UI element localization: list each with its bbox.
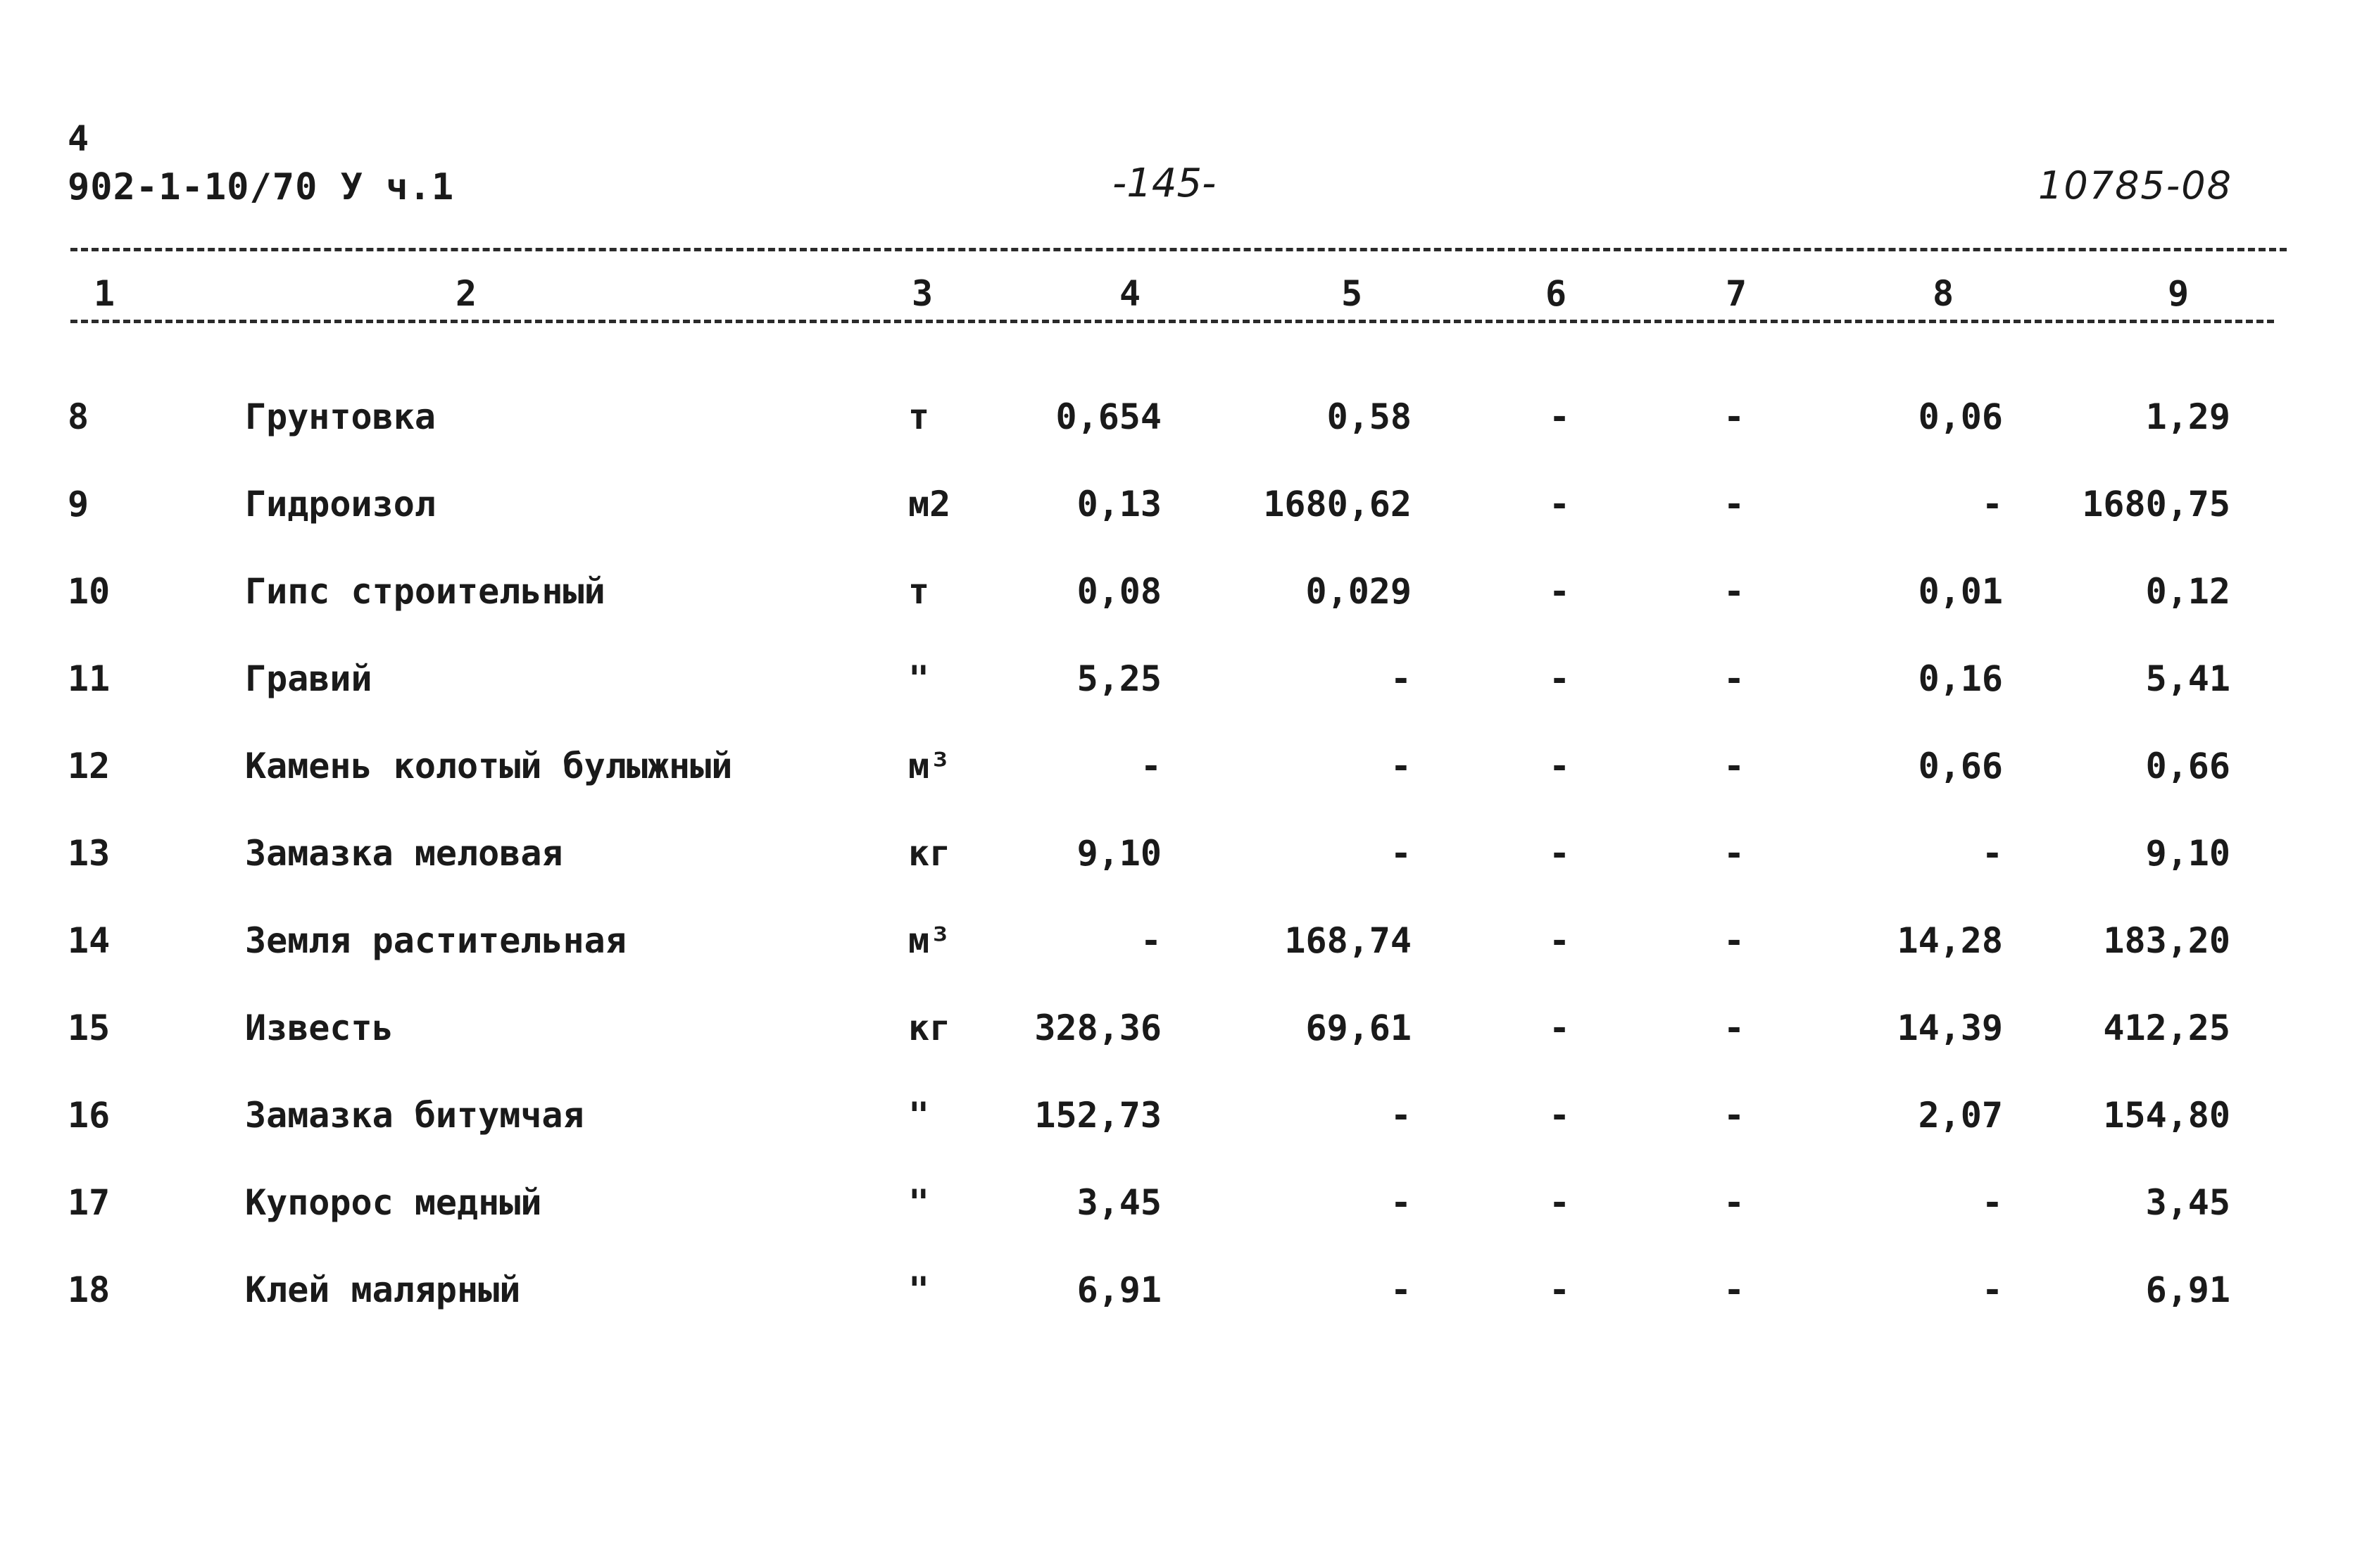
value-col-5: 1680,62 xyxy=(1263,484,1412,525)
value-col-4: 3,45 xyxy=(1076,1182,1162,1223)
value-col-8: 0,66 xyxy=(1918,746,2003,786)
material-name: Гипс строительный xyxy=(245,571,605,612)
value-col-4: 6,91 xyxy=(1076,1269,1162,1310)
table-row: 8 Грунтовка т 0,654 0,58 - - 0,06 1,29 xyxy=(68,396,2230,437)
value-col-9: 9,10 xyxy=(2145,833,2230,874)
table-row: 15 Известь кг 328,36 69,61 - - 14,39 412,25 xyxy=(68,1008,2230,1048)
column-header-3: 3 xyxy=(911,273,934,314)
material-name: Клей малярный xyxy=(245,1269,521,1310)
row-number: 14 xyxy=(68,920,111,961)
value-col-9: 1,29 xyxy=(2145,396,2230,437)
unit: кг xyxy=(908,833,951,874)
value-col-8: 14,28 xyxy=(1897,920,2003,961)
material-name: Гравий xyxy=(245,658,372,699)
unit: м³ xyxy=(908,920,951,961)
material-name: Земля растительная xyxy=(245,920,627,961)
material-name: Купорос медный xyxy=(245,1182,542,1223)
unit: " xyxy=(908,1269,930,1310)
row-number: 15 xyxy=(68,1008,111,1048)
value-col-9: 154,80 xyxy=(2103,1095,2230,1136)
material-name: Известь xyxy=(245,1008,394,1048)
row-number: 8 xyxy=(68,396,89,437)
value-col-4: 0,654 xyxy=(1055,396,1162,437)
value-col-8: 0,01 xyxy=(1918,571,2003,612)
value-col-8: - xyxy=(1981,833,2003,874)
table-row: 18 Клей малярный " 6,91 - - - - 6,91 xyxy=(68,1269,2230,1310)
unit: т xyxy=(908,571,930,612)
value-col-5: 0,029 xyxy=(1305,571,1412,612)
value-col-8: 14,39 xyxy=(1897,1008,2003,1048)
column-header-7: 7 xyxy=(1725,273,1747,314)
value-col-5: - xyxy=(1390,833,1412,874)
value-col-8: - xyxy=(1981,1182,2003,1223)
table-row: 10 Гипс строительный т 0,08 0,029 - - 0,01 0,12 xyxy=(68,571,2230,612)
value-col-4: 0,13 xyxy=(1076,484,1162,525)
value-col-8: - xyxy=(1981,484,2003,525)
column-header-2: 2 xyxy=(455,273,477,314)
value-col-9: 0,12 xyxy=(2145,571,2230,612)
value-col-9: 1680,75 xyxy=(2082,484,2230,525)
value-col-8: 2,07 xyxy=(1918,1095,2003,1136)
table-row: 11 Гравий " 5,25 - - - 0,16 5,41 xyxy=(68,658,2230,699)
row-number: 11 xyxy=(68,658,111,699)
value-col-5: - xyxy=(1390,1182,1412,1223)
value-col-4: 0,08 xyxy=(1076,571,1162,612)
value-col-4: - xyxy=(1140,920,1162,961)
row-number: 13 xyxy=(68,833,111,874)
table-row: 13 Замазка меловая кг 9,10 - - - - 9,10 xyxy=(68,833,2230,874)
material-name: Камень колотый булыжный xyxy=(245,746,733,786)
value-col-4: 328,36 xyxy=(1034,1008,1162,1048)
material-name: Гидроизол xyxy=(245,484,436,525)
unit: м2 xyxy=(908,484,951,525)
value-col-8: - xyxy=(1981,1269,2003,1310)
table-row: 14 Земля растительная м³ - 168,74 - - 14,28 183,20 xyxy=(68,920,2230,961)
value-col-5: 168,74 xyxy=(1284,920,1412,961)
value-col-5: - xyxy=(1390,746,1412,786)
value-col-8: 0,16 xyxy=(1918,658,2003,699)
row-number: 16 xyxy=(68,1095,111,1136)
column-header-5: 5 xyxy=(1340,273,1363,314)
sheet-number: 4 xyxy=(68,118,89,159)
page-number: -145- xyxy=(1112,161,1217,206)
unit: " xyxy=(908,1095,930,1136)
unit: " xyxy=(908,658,930,699)
table-row: 9 Гидроизол м2 0,13 1680,62 - - - 1680,75 xyxy=(68,484,2230,525)
material-name: Замазка меловая xyxy=(245,833,563,874)
row-number: 9 xyxy=(68,484,89,525)
document-code: 902-1-10/70 У ч.1 xyxy=(68,166,455,208)
table-row: 16 Замазка битумчая " 152,73 - - - 2,07 154,80 xyxy=(68,1095,2230,1136)
row-number: 17 xyxy=(68,1182,111,1223)
table-row: 17 Купорос медный " 3,45 - - - - 3,45 xyxy=(68,1182,2230,1223)
material-name: Замазка битумчая xyxy=(245,1095,584,1136)
value-col-4: 5,25 xyxy=(1076,658,1162,699)
value-col-4: 152,73 xyxy=(1034,1095,1162,1136)
row-number: 12 xyxy=(68,746,111,786)
unit: т xyxy=(908,396,930,437)
row-number: 10 xyxy=(68,571,111,612)
value-col-5: 69,61 xyxy=(1305,1008,1412,1048)
value-col-9: 5,41 xyxy=(2145,658,2230,699)
material-name: Грунтовка xyxy=(245,396,436,437)
value-col-5: 0,58 xyxy=(1326,396,1412,437)
value-col-9: 183,20 xyxy=(2103,920,2230,961)
column-header-1: 1 xyxy=(93,273,115,314)
value-col-9: 3,45 xyxy=(2145,1182,2230,1223)
inventory-number: 10785-08 xyxy=(2038,163,2232,208)
table-row: 12 Камень колотый булыжный м³ - - - - 0,66 0,66 xyxy=(68,746,2230,786)
value-col-5: - xyxy=(1390,658,1412,699)
value-col-5: - xyxy=(1390,1269,1412,1310)
value-col-9: 0,66 xyxy=(2145,746,2230,786)
value-col-4: - xyxy=(1140,746,1162,786)
unit: м³ xyxy=(908,746,951,786)
value-col-9: 412,25 xyxy=(2103,1008,2230,1048)
unit: кг xyxy=(908,1008,951,1048)
column-header-9: 9 xyxy=(2167,273,2190,314)
column-header-8: 8 xyxy=(1932,273,1954,314)
value-col-4: 9,10 xyxy=(1076,833,1162,874)
value-col-9: 6,91 xyxy=(2145,1269,2230,1310)
unit: " xyxy=(908,1182,930,1223)
column-header-4: 4 xyxy=(1119,273,1141,314)
value-col-8: 0,06 xyxy=(1918,396,2003,437)
value-col-5: - xyxy=(1390,1095,1412,1136)
column-header-6: 6 xyxy=(1545,273,1567,314)
row-number: 18 xyxy=(68,1269,111,1310)
